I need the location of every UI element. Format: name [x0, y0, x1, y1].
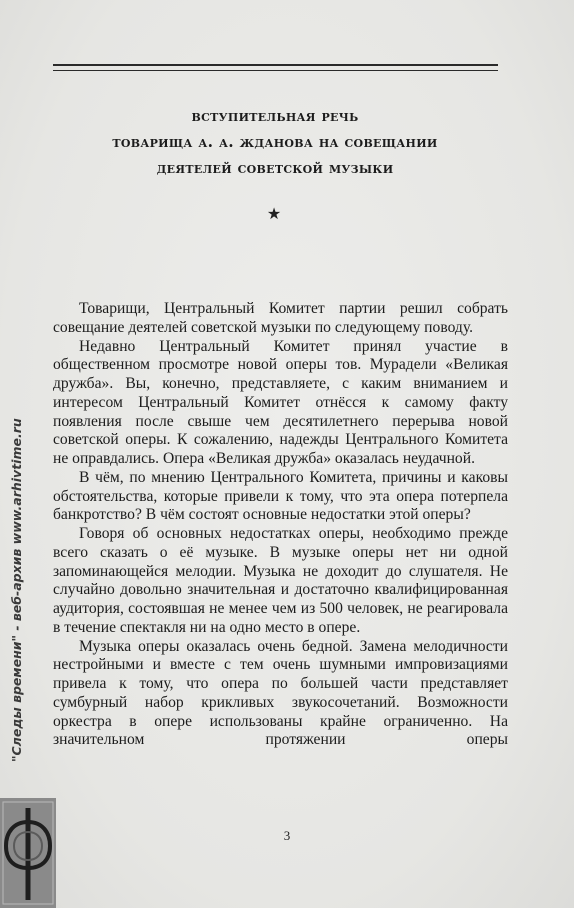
page-number: 3 — [283, 828, 291, 843]
archive-watermark: "Следы времени" - веб-архив www.arhivtime.ru — [9, 418, 24, 762]
paragraph-1: Товарищи, Центральный Комитет партии решил собрать совещание деятелей советской музыки по следующему поводу. — [53, 300, 508, 336]
heading-line-3: деятелей советской музыки — [156, 158, 394, 177]
top-rule-thin — [53, 70, 498, 71]
top-rule-thick — [53, 64, 498, 66]
star-ornament-icon: ★ — [266, 206, 282, 223]
heading-line-2: товарища а. а. жданова на совещании — [112, 132, 438, 151]
speech-body — [53, 300, 508, 750]
archive-logo-icon — [0, 798, 56, 908]
paragraph-5: Музыка оперы оказалась очень бедной. Замена мелодичности нестройными и вместе с тем очень шумными импровизациями привела к тому, что опера по большей части представляет сумбурный набор крикливых звукосочетаний. Возможности оркестра в опере использованы крайне ограниченно. На значительном протяжении оперы — [53, 637, 508, 749]
paragraph-3: В чём, по мнению Центрального Комитета, причины и каковы обстоятельства, которые привели к тому, что эта опера потерпела банкротство? В чём состоят основные недостатки этой оперы? — [53, 468, 508, 524]
paragraph-4: Говоря об основных недостатках оперы, необходимо прежде всего сказать о её музыке. В музыке оперы нет ни одной запоминающейся мелодии. Музыка не доходит до слушателя. Не случайно довольно значительная и достаточно квалифицированная аудитория, состоявшая не менее чем из 500 человек, не реагировала в течение спектакля ни на одно место в опере. — [53, 525, 508, 636]
paragraph-2: Недавно Центральный Комитет принял участие в общественном просмотре новой оперы тов. Мурадели «Великая дружба». Вы, конечно, представляете, с каким вниманием и интересом Центральный Комитет отнёсся к самому факту появления после свыше чем десятилетнего перерыва новой советской оперы. К сожалению, надежды Центрального Комитета не оправдались. Опера «Великая дружба» оказалась неудачной. — [53, 337, 508, 467]
speech-heading — [40, 103, 510, 181]
heading-line-1: вступительная речь — [191, 106, 359, 125]
